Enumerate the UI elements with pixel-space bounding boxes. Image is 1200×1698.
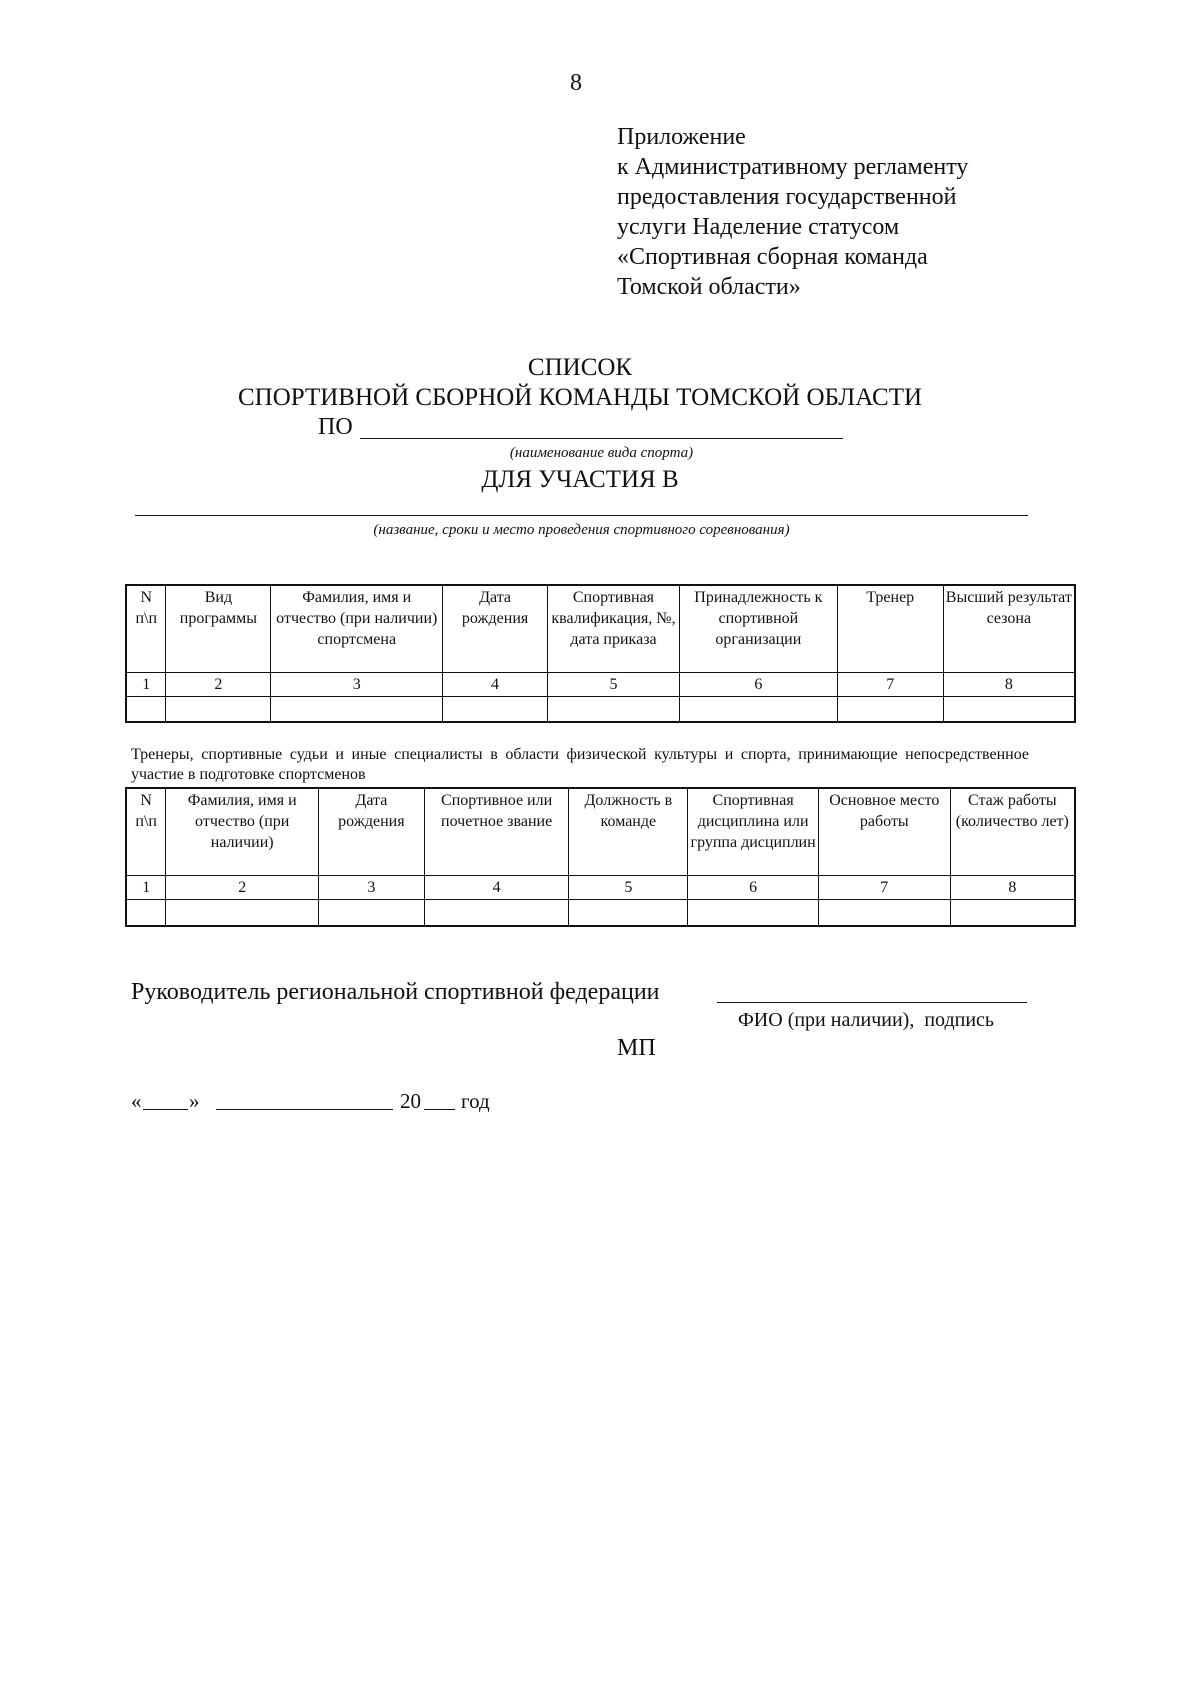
header-cell: Спортивное или почетное звание [424,788,569,875]
header-cell: Высший результат сезона [943,585,1075,672]
header-cell: Фамилия, имя и отчество (при наличии) спортсмена [271,585,443,672]
stamp-label: МП [617,1035,656,1061]
date-open-quote: « [131,1089,142,1113]
number-cell: 3 [318,875,424,899]
header-cell: Стаж работы (количество лет) [950,788,1075,875]
number-cell: 7 [837,672,943,696]
year-prefix: 20 [400,1089,421,1113]
number-cell: 1 [126,875,166,899]
staff-caption: Тренеры, спортивные судьи и иные специалисты в области физической культуры и спорта, принимающие непосредственное участие в подготовке спортсменов [131,746,1029,783]
empty-cell[interactable] [318,899,424,926]
header-cell: Дата рождения [318,788,424,875]
competition-hint: (название, сроки и место проведения спортивного соревнования) [373,522,790,538]
empty-cell[interactable] [548,696,680,722]
header-cell: Фамилия, имя и отчество (при наличии) [166,788,319,875]
appendix-line: к Административному регламенту [617,154,969,180]
empty-cell[interactable] [818,899,950,926]
header-cell: Вид программы [166,585,271,672]
year-blank[interactable] [424,1109,455,1110]
date-close-quote: » [189,1089,200,1113]
appendix-line: «Спортивная сборная команда [617,244,928,270]
number-cell: 4 [443,672,548,696]
empty-cell[interactable] [950,899,1075,926]
competition-blank[interactable] [135,515,1028,516]
number-cell: 8 [950,875,1075,899]
number-cell: 5 [548,672,680,696]
empty-cell[interactable] [569,899,688,926]
appendix-block [617,122,968,302]
header-cell: N п\п [126,585,166,672]
signature-blank[interactable] [717,1002,1027,1003]
header-cell: Принадлежность к спортивной организации [679,585,837,672]
header-cell: Должность в команде [569,788,688,875]
month-blank[interactable] [216,1109,393,1110]
page-number: 8 [570,70,582,96]
number-cell: 8 [943,672,1075,696]
table-row [126,899,1075,926]
number-cell: 2 [166,875,319,899]
empty-cell[interactable] [126,899,166,926]
empty-cell[interactable] [166,899,319,926]
athletes-table [125,584,1076,723]
appendix-line: Томской области» [617,274,801,300]
number-cell: 1 [126,672,166,696]
number-cell: 5 [569,875,688,899]
title-line-1: СПИСОК [527,354,633,381]
title-line-4: ДЛЯ УЧАСТИЯ В [481,466,679,493]
signature-label: Руководитель региональной спортивной федерации [131,979,660,1005]
empty-cell[interactable] [271,696,443,722]
table-header-row [126,788,1075,875]
appendix-line: Приложение [617,124,746,150]
empty-cell[interactable] [688,899,819,926]
table-number-row [126,672,1075,696]
table-number-row [126,875,1075,899]
header-cell: Дата рождения [443,585,548,672]
table-row [126,696,1075,722]
header-cell: Спортивная квалификация, №, дата приказа [548,585,680,672]
empty-cell[interactable] [126,696,166,722]
appendix-line: предоставления государственной [617,184,957,210]
empty-cell[interactable] [837,696,943,722]
number-cell: 7 [818,875,950,899]
empty-cell[interactable] [424,899,569,926]
sport-name-blank[interactable] [360,438,843,439]
signature-hint: ФИО (при наличии), подпись [738,1009,995,1031]
number-cell: 3 [271,672,443,696]
header-cell: Тренер [837,585,943,672]
header-cell: Основное место работы [818,788,950,875]
title-po: ПО [318,414,353,440]
number-cell: 6 [688,875,819,899]
title-line-2: СПОРТИВНОЙ СБОРНОЙ КОМАНДЫ ТОМСКОЙ ОБЛАСТИ [237,384,923,411]
empty-cell[interactable] [166,696,271,722]
day-blank[interactable] [143,1109,188,1110]
empty-cell[interactable] [679,696,837,722]
header-cell: N п\п [126,788,166,875]
header-cell: Спортивная дисциплина или группа дисциплин [688,788,819,875]
staff-table [125,787,1076,927]
empty-cell[interactable] [443,696,548,722]
number-cell: 2 [166,672,271,696]
year-suffix: год [461,1089,490,1113]
appendix-line: услуги Наделение статусом [617,214,900,240]
sport-name-hint: (наименование вида спорта) [509,445,694,461]
empty-cell[interactable] [943,696,1075,722]
number-cell: 4 [424,875,569,899]
table-header-row [126,585,1075,672]
number-cell: 6 [679,672,837,696]
